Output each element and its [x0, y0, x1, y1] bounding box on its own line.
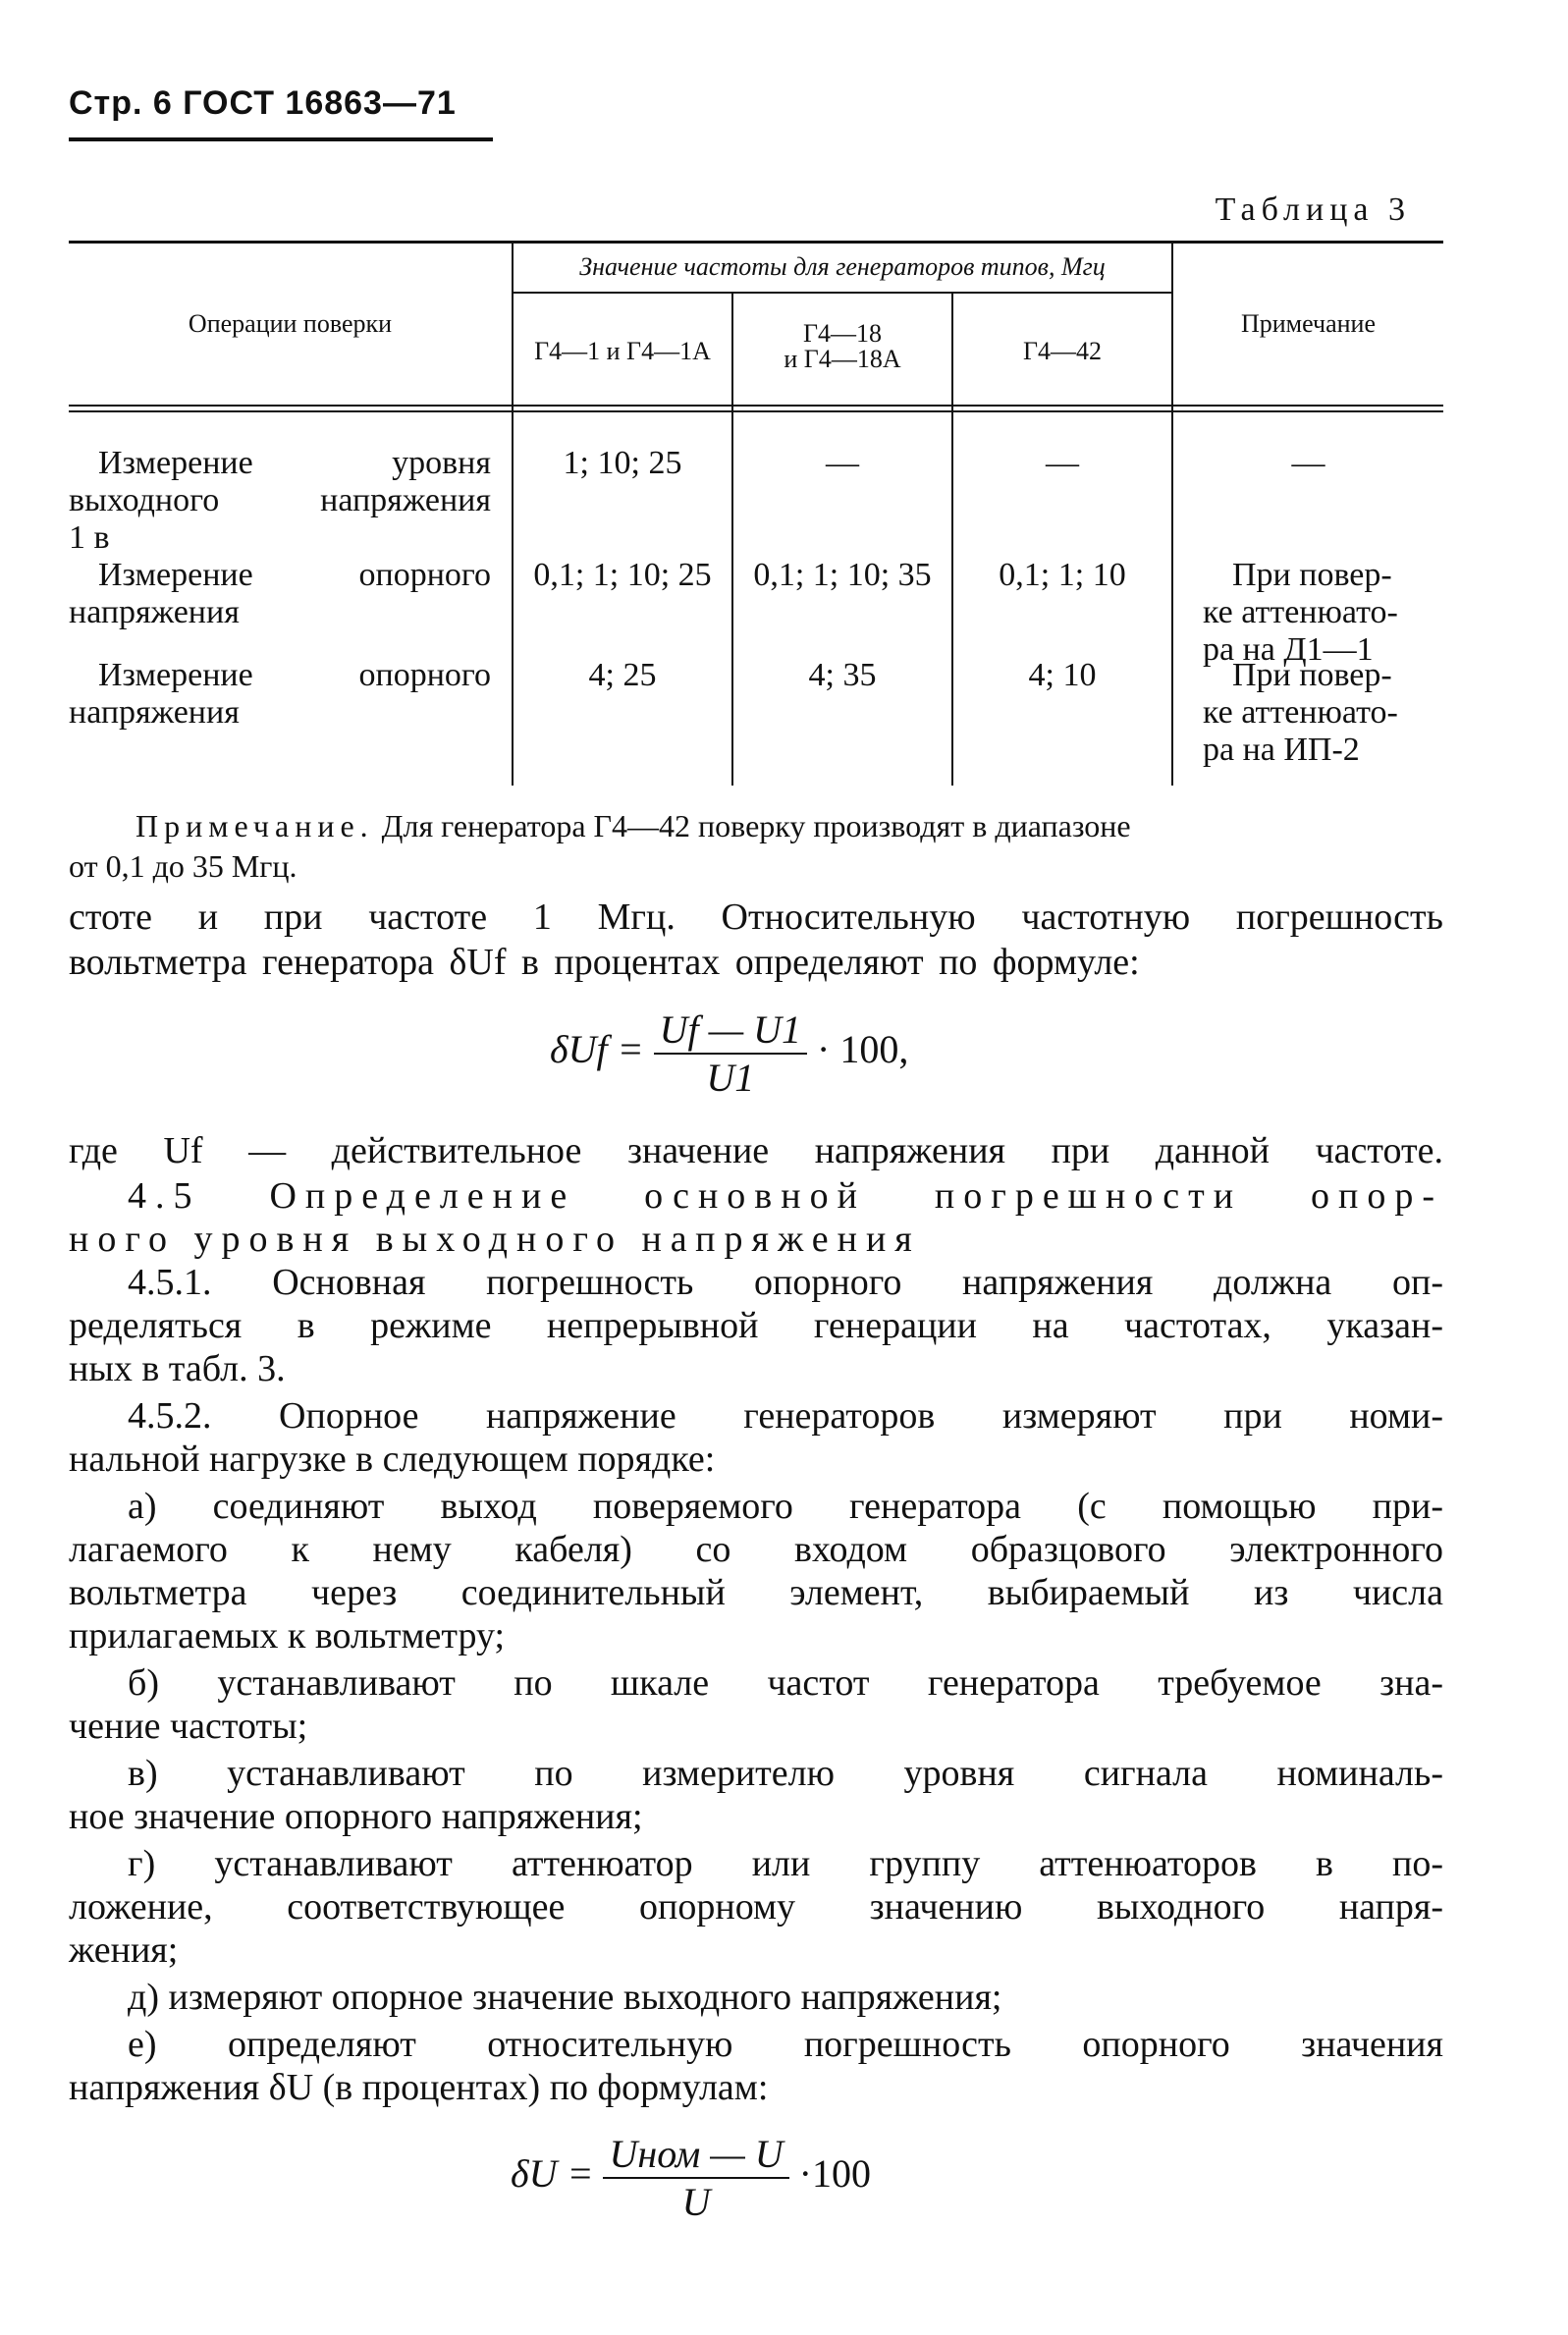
formula-rhs: · 100,	[817, 1027, 909, 1072]
paragraph-line: вольтметра генератора δUf в процентах определяют по формуле:	[69, 942, 1140, 983]
table-row-3-g3: 4; 10	[1028, 657, 1097, 693]
table-row-2-operation	[69, 557, 491, 631]
formula-reference-error	[511, 2131, 871, 2225]
header-g4-1: Г4—1 и Г4—1А	[534, 337, 711, 365]
table-vline-1	[512, 241, 514, 786]
table-row-3-g2: 4; 35	[808, 657, 877, 693]
row-2-op-l2: напряжения	[69, 594, 240, 630]
paragraph-line: стоте и при частоте 1 Мгц. Относительную частотную погрешность	[69, 896, 1443, 938]
row-3-op-l1: Измерение опорного	[98, 657, 491, 693]
row-1-op-l2: выходного напряжения	[69, 482, 491, 518]
formula-denominator: U	[681, 2180, 711, 2224]
table-row-1-note: —	[1291, 445, 1325, 481]
footnote-text-line2: от 0,1 до 35 Мгц.	[69, 848, 297, 884]
list-item-a: а) соединяют выход поверяемого генератора (с помощью при-	[128, 1486, 1443, 1527]
table-row-2-note	[1203, 557, 1438, 669]
list-item-a-cont: вольтметра через соединительный элемент, выбираемый из числа	[69, 1572, 1443, 1613]
list-item-g-cont: ложение, соответствующее опорному значению выходного напря-	[69, 1886, 1443, 1928]
paragraph-line: нальной нагрузке в следующем порядке:	[69, 1439, 716, 1480]
formula-fraction	[654, 1006, 807, 1101]
paragraph-line: где Uf — действительное значение напряжения при данной частоте.	[69, 1130, 1443, 1171]
paragraph-line: 4.5.2. Опорное напряжение генераторов измеряют при номи-	[128, 1395, 1443, 1437]
row-3-note-l2: ке аттенюато-	[1203, 694, 1398, 731]
list-item-b: б) устанавливают по шкале частот генератора требуемое зна-	[128, 1662, 1443, 1704]
header-note: Примечание	[1240, 309, 1377, 338]
list-item-a-cont: лагаемого к нему кабеля) со входом образцового электронного	[69, 1529, 1443, 1570]
list-item-b-cont: чение частоты;	[69, 1706, 308, 1747]
table-row-1-g2: —	[826, 445, 859, 481]
paragraph-line: ределяться в режиме непрерывной генерации на частотах, указан-	[69, 1305, 1443, 1346]
header-g4-42: Г4—42	[1022, 337, 1103, 365]
header-frequency-group: Значение частоты для генераторов типов, Мгц	[579, 252, 1106, 281]
table-row-2-g3: 0,1; 1; 10	[999, 557, 1126, 593]
formula-numerator: Uном — U	[603, 2131, 788, 2179]
table-row-1-operation	[69, 445, 491, 557]
table-label: Таблица 3	[1215, 191, 1411, 228]
formula-fraction	[603, 2131, 788, 2225]
paragraph-line: ных в табл. 3.	[69, 1348, 286, 1389]
header-g4-18	[733, 321, 951, 372]
list-item-a-cont: прилагаемых к вольтметру;	[69, 1615, 506, 1656]
table-top-rule	[69, 241, 1443, 244]
row-3-note-l1: При повер-	[1232, 657, 1392, 693]
paragraph-line: 4.5.1. Основная погрешность опорного напряжения должна оп-	[128, 1262, 1443, 1303]
table-group-rule	[513, 292, 1172, 294]
header-g4-18-line2: и Г4—18А	[784, 345, 901, 373]
section-4-5-heading: 4.5 Определение основной погрешности опор-	[128, 1175, 1443, 1217]
row-1-op-l3: 1 в	[69, 519, 110, 556]
formula-lhs: δU =	[511, 2151, 594, 2197]
page-header: Стр. 6 ГОСТ 16863—71	[69, 84, 457, 122]
table-row-1-g3: —	[1046, 445, 1079, 481]
footnote-text: Для генератора Г4—42 поверку производят в диапазоне	[373, 808, 1131, 843]
list-item-v-cont: ное значение опорного напряжения;	[69, 1796, 643, 1837]
list-item-d: д) измеряют опорное значение выходного напряжения;	[128, 1977, 1002, 2018]
header-g4-18-line1: Г4—18	[802, 319, 883, 348]
table-footnote	[135, 805, 1441, 846]
row-2-note-l1: При повер-	[1232, 557, 1392, 593]
formula-numerator: Uf — U1	[654, 1006, 807, 1055]
table-row-3-operation	[69, 657, 491, 732]
list-item-g-cont: жения;	[69, 1929, 179, 1971]
row-3-note-l3: ра на ИП-2	[1203, 732, 1360, 768]
table-row-3-note	[1203, 657, 1438, 769]
list-item-v: в) устанавливают по измерителю уровня сигнала номиналь-	[128, 1753, 1443, 1794]
row-1-op-l1: Измерение уровня	[98, 445, 491, 481]
list-item-e: е) определяют относительную погрешность опорного значения	[128, 2024, 1443, 2065]
section-4-5-heading-line2: ного уровня выходного напряжения	[69, 1219, 921, 1260]
footnote-label: Примечание.	[135, 808, 374, 843]
row-2-note-l3: ра на Д1—1	[1203, 631, 1374, 668]
list-item-g: г) устанавливают аттенюатор или группу аттенюаторов в по-	[128, 1843, 1443, 1884]
list-item-e-cont: напряжения δU (в процентах) по формулам:	[69, 2067, 769, 2108]
table-row-3-g1: 4; 25	[588, 657, 657, 693]
header-rule	[69, 137, 493, 141]
table-3	[69, 241, 1443, 790]
header-operations: Операции поверки	[188, 309, 393, 338]
formula-frequency-error	[550, 1006, 908, 1101]
formula-rhs: ·100	[798, 2151, 871, 2197]
table-header-rule-2	[69, 410, 1443, 412]
table-row-1-g1: 1; 10; 25	[563, 445, 682, 481]
table-header-rule-1	[69, 405, 1443, 407]
table-row-2-g2: 0,1; 1; 10; 35	[753, 557, 932, 593]
row-2-op-l1: Измерение опорного	[98, 557, 491, 593]
formula-lhs: δUf =	[550, 1027, 644, 1072]
row-3-op-l2: напряжения	[69, 694, 240, 731]
row-2-note-l2: ке аттенюато-	[1203, 594, 1398, 630]
formula-denominator: U1	[706, 1056, 755, 1100]
table-row-2-g1: 0,1; 1; 10; 25	[533, 557, 712, 593]
